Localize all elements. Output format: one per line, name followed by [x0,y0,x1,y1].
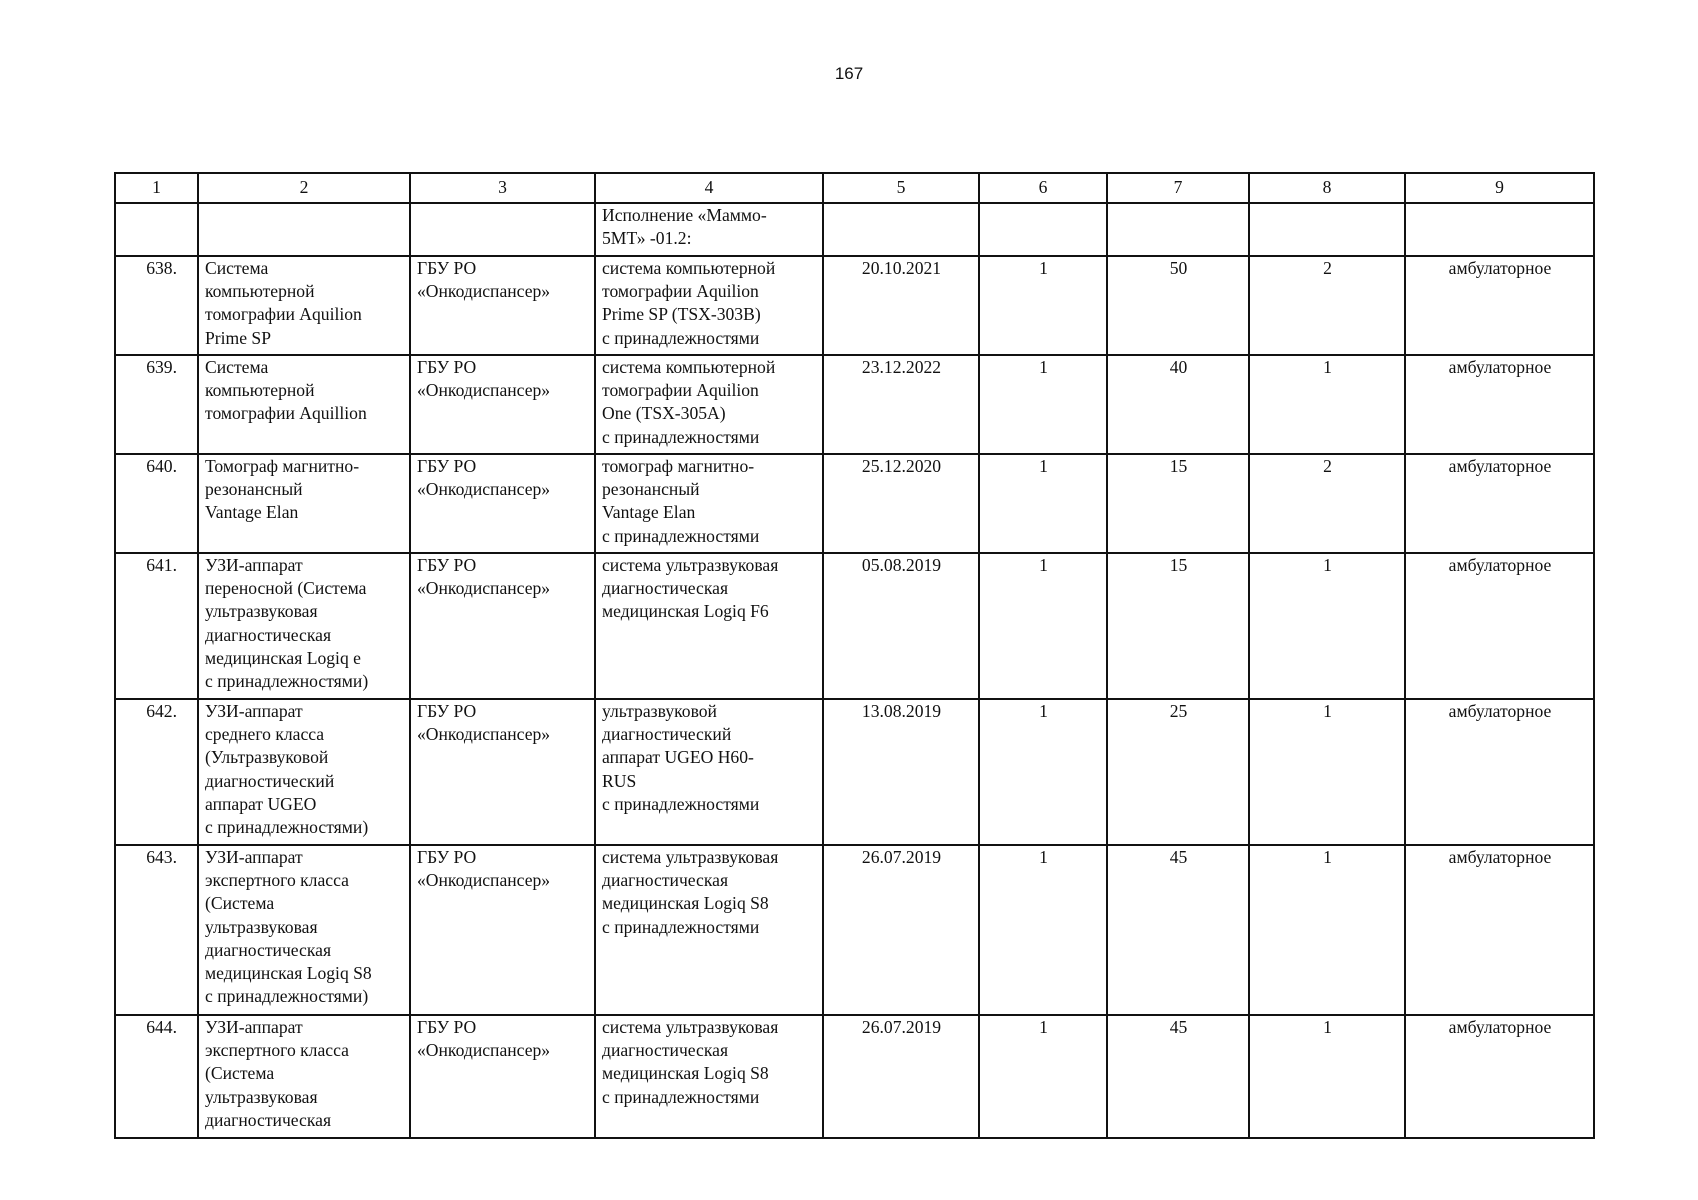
organization-cell [410,454,595,553]
equipment-table [114,172,1595,1139]
model-cell-line: диагностическая [602,1040,729,1061]
organization-cell-line: «Онкодиспансер» [417,578,551,599]
organization-cell-line: «Онкодиспансер» [417,281,551,302]
equipment-name-cell [198,845,410,1015]
care-type-cell: амбулаторное [1405,454,1594,553]
row-number-cell: 642. [115,699,198,845]
equipment-name-cell-line: переносной (Система [205,578,367,599]
equipment-name-cell-line: диагностическая [205,1109,332,1130]
equipment-name-cell-line: УЗИ-аппарат [205,1017,303,1037]
model-cell-line: система ультразвуковая [602,847,779,867]
care-type-cell [1405,203,1594,256]
care-type-cell: амбулаторное [1405,699,1594,845]
organization-cell [410,355,595,454]
equipment-name-cell-line: (Ультразвуковой [205,747,329,768]
organization-cell [410,1015,595,1138]
model-cell [595,203,823,256]
shifts-cell: 1 [1249,845,1405,1015]
model-cell-line: RUS [602,770,637,791]
model-cell-line: аппарат UGEO H60- [602,747,754,768]
equipment-name-cell-line: медицинская Logiq e [205,647,361,668]
equipment-name-cell-line: экспертного класса [205,1040,349,1061]
model-cell-line: резонансный [602,479,700,500]
equipment-name-cell-line: ультразвуковая [205,601,318,622]
load-cell: 15 [1107,553,1249,699]
shifts-cell: 1 [1249,1015,1405,1138]
equipment-name-cell-line: с принадлежностями) [205,817,369,838]
equipment-name-cell-line: диагностическая [205,939,332,960]
model-cell-line: система ультразвуковая [602,1017,779,1037]
model-cell-line: медицинская Logiq S8 [602,1063,769,1084]
shifts-cell: 2 [1249,454,1405,553]
date-cell: 20.10.2021 [823,256,979,355]
column-header: 1 [115,173,198,203]
equipment-name-cell [198,553,410,699]
quantity-cell: 1 [979,1015,1107,1138]
model-cell-line: томографии Aquilion [602,281,759,302]
shifts-cell: 1 [1249,699,1405,845]
equipment-name-cell-line: УЗИ-аппарат [205,555,303,575]
organization-cell [410,256,595,355]
equipment-name-cell-line: Vantage Elan [205,502,299,523]
model-cell-line: томограф магнитно- [602,456,755,476]
organization-cell-line: ГБУ РО [417,1017,477,1037]
equipment-name-cell-line: томографии Aquilion [205,304,362,325]
model-cell-line: Prime SP (TSX-303B) [602,304,761,325]
organization-cell-line: ГБУ РО [417,258,477,278]
model-cell-line: Исполнение «Маммо- [602,205,767,225]
model-cell-line: медицинская Logiq F6 [602,601,769,622]
date-cell: 13.08.2019 [823,699,979,845]
organization-cell [410,845,595,1015]
organization-cell-line: «Онкодиспансер» [417,724,551,745]
equipment-name-cell-line: (Система [205,893,275,914]
equipment-name-cell [198,454,410,553]
model-cell [595,553,823,699]
organization-cell-line: ГБУ РО [417,555,477,575]
equipment-name-cell-line: компьютерной [205,380,315,401]
table-row [115,454,1594,553]
equipment-name-cell-line: медицинская Logiq S8 [205,963,372,984]
table-row [115,1015,1594,1138]
header-row [115,173,1594,203]
organization-cell-line: «Онкодиспансер» [417,870,551,891]
model-cell-line: медицинская Logiq S8 [602,893,769,914]
load-cell: 45 [1107,1015,1249,1138]
model-cell-line: One (TSX-305A) [602,403,726,424]
row-number-cell: 641. [115,553,198,699]
equipment-name-cell-line: ультразвуковая [205,1086,318,1107]
quantity-cell: 1 [979,553,1107,699]
model-cell-line: томографии Aquilion [602,380,759,401]
model-cell-line: диагностическая [602,578,729,599]
row-number-cell [115,203,198,256]
column-header: 4 [595,173,823,203]
care-type-cell: амбулаторное [1405,355,1594,454]
equipment-name-cell [198,256,410,355]
model-cell-line: с принадлежностями [602,916,760,937]
column-header: 8 [1249,173,1405,203]
equipment-name-cell-line: Система [205,258,269,278]
column-header: 2 [198,173,410,203]
equipment-name-cell-line: резонансный [205,479,303,500]
row-number-cell: 638. [115,256,198,355]
row-number-cell: 643. [115,845,198,1015]
model-cell-line: система ультразвуковая [602,555,779,575]
equipment-name-cell-line: диагностическая [205,624,332,645]
table-row [115,256,1594,355]
equipment-name-cell-line: ультразвуковая [205,916,318,937]
organization-cell-line: «Онкодиспансер» [417,380,551,401]
table-row [115,845,1594,1015]
table-row [115,355,1594,454]
care-type-cell: амбулаторное [1405,553,1594,699]
row-number-cell: 640. [115,454,198,553]
organization-cell [410,203,595,256]
equipment-name-cell-line: Томограф магнитно- [205,456,360,476]
table-body [115,203,1594,1138]
column-header: 7 [1107,173,1249,203]
equipment-name-cell [198,1015,410,1138]
care-type-cell: амбулаторное [1405,1015,1594,1138]
model-cell [595,355,823,454]
row-number-cell: 639. [115,355,198,454]
organization-cell-line: ГБУ РО [417,357,477,377]
load-cell: 50 [1107,256,1249,355]
equipment-name-cell-line: экспертного класса [205,870,349,891]
column-header: 5 [823,173,979,203]
load-cell: 15 [1107,454,1249,553]
row-number-cell: 644. [115,1015,198,1138]
equipment-name-cell [198,699,410,845]
column-header: 9 [1405,173,1594,203]
organization-cell [410,553,595,699]
equipment-name-cell-line: (Система [205,1063,275,1084]
equipment-name-cell-line: среднего класса [205,724,325,745]
table-row [115,553,1594,699]
quantity-cell: 1 [979,256,1107,355]
table-row [115,203,1594,256]
care-type-cell: амбулаторное [1405,256,1594,355]
quantity-cell: 1 [979,355,1107,454]
model-cell-line: Vantage Elan [602,502,696,523]
shifts-cell: 1 [1249,553,1405,699]
quantity-cell: 1 [979,699,1107,845]
model-cell-line: ультразвуковой [602,701,717,721]
date-cell: 26.07.2019 [823,845,979,1015]
shifts-cell: 1 [1249,355,1405,454]
organization-cell-line: ГБУ РО [417,456,477,476]
shifts-cell: 2 [1249,256,1405,355]
equipment-name-cell-line: Prime SP [205,327,271,348]
model-cell [595,699,823,845]
equipment-name-cell-line: компьютерной [205,281,315,302]
equipment-name-cell-line: диагностический [205,770,335,791]
model-cell-line: диагностический [602,724,732,745]
equipment-name-cell [198,355,410,454]
model-cell [595,845,823,1015]
model-cell-line: с принадлежностями [602,426,760,447]
organization-cell-line: «Онкодиспансер» [417,1040,551,1061]
model-cell [595,454,823,553]
page-number: 167 [834,64,864,83]
load-cell: 45 [1107,845,1249,1015]
organization-cell-line: ГБУ РО [417,847,477,867]
quantity-cell [979,203,1107,256]
column-header: 6 [979,173,1107,203]
model-cell [595,1015,823,1138]
date-cell: 25.12.2020 [823,454,979,553]
equipment-name-cell-line: УЗИ-аппарат [205,847,303,867]
model-cell [595,256,823,355]
column-header: 3 [410,173,595,203]
model-cell-line: с принадлежностями [602,1086,760,1107]
load-cell: 25 [1107,699,1249,845]
equipment-name-cell-line: с принадлежностями) [205,986,369,1007]
equipment-name-cell-line: томографии Aquillion [205,403,367,424]
equipment-name-cell-line: с принадлежностями) [205,671,369,692]
date-cell [823,203,979,256]
date-cell: 23.12.2022 [823,355,979,454]
load-cell [1107,203,1249,256]
date-cell: 26.07.2019 [823,1015,979,1138]
model-cell-line: с принадлежностями [602,327,760,348]
equipment-name-cell-line: Система [205,357,269,377]
shifts-cell [1249,203,1405,256]
model-cell-line: диагностическая [602,870,729,891]
equipment-name-cell-line: УЗИ-аппарат [205,701,303,721]
organization-cell-line: ГБУ РО [417,701,477,721]
equipment-name-cell-line: аппарат UGEO [205,793,317,814]
equipment-name-cell [198,203,410,256]
date-cell: 05.08.2019 [823,553,979,699]
model-cell-line: система компьютерной [602,357,776,377]
organization-cell-line: «Онкодиспансер» [417,479,551,500]
model-cell-line: система компьютерной [602,258,776,278]
model-cell-line: с принадлежностями [602,525,760,546]
organization-cell [410,699,595,845]
quantity-cell: 1 [979,845,1107,1015]
model-cell-line: с принадлежностями [602,793,760,814]
quantity-cell: 1 [979,454,1107,553]
model-cell-line: 5МТ» -01.2: [602,228,692,249]
table-row [115,699,1594,845]
load-cell: 40 [1107,355,1249,454]
care-type-cell: амбулаторное [1405,845,1594,1015]
